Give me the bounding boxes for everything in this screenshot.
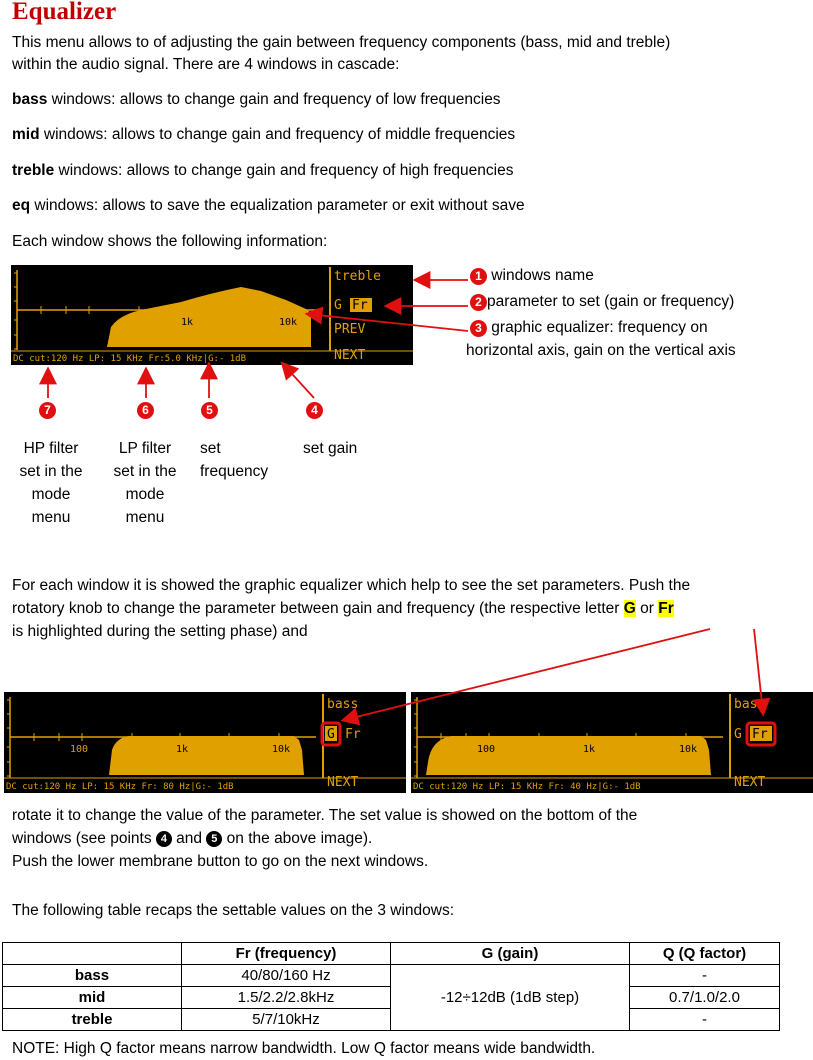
menu-bass: bass bbox=[734, 697, 766, 712]
menu-bass: bass bbox=[327, 697, 359, 712]
status-line: DC cut:120 Hz LP: 15 KHz Fr: 40 Hz|G:- 1dB bbox=[413, 782, 641, 792]
callout-2: 2 parameter to set (gain or frequency) bbox=[470, 293, 734, 311]
tick-10k: 10k bbox=[272, 744, 291, 755]
arrow-g bbox=[344, 629, 710, 720]
window-desc-mid: mid windows: allows to change gain and frequency of middle frequencies bbox=[12, 126, 516, 143]
cell-fr: 40/80/160 Hz bbox=[182, 965, 391, 987]
cell-fr: 1.5/2.2/2.8kHz bbox=[182, 987, 391, 1009]
window-desc-eq: eq windows: allows to save the equalization parameter or exit without save bbox=[12, 197, 525, 214]
status-line: DC cut:120 Hz LP: 15 KHz Fr: 80 Hz|G:- 1dB bbox=[6, 782, 234, 792]
menu-g: G bbox=[734, 727, 742, 742]
tick-1k: 1k bbox=[176, 744, 189, 755]
arrow-fr bbox=[754, 629, 763, 713]
push-line-3: is highlighted during the setting phase) and bbox=[12, 623, 308, 640]
row-name: mid bbox=[3, 987, 182, 1009]
col-header-fr: Fr (frequency) bbox=[182, 943, 391, 965]
cell-q: - bbox=[630, 1009, 780, 1031]
each-window-text: Each window shows the following information: bbox=[12, 233, 328, 250]
page-title: Equalizer bbox=[12, 0, 117, 25]
push-line-2: rotatory knob to change the parameter between gain and frequency (the respective letter G or Fr bbox=[12, 600, 674, 617]
recap-table bbox=[2, 942, 780, 1031]
table-intro: The following table recaps the settable values on the 3 windows: bbox=[12, 902, 455, 919]
rotate-line-3: Push the lower membrane button to go on the next windows. bbox=[12, 853, 429, 870]
menu-next: NEXT bbox=[327, 775, 359, 790]
col-header-g: G (gain) bbox=[391, 943, 630, 965]
tick-10k: 10k bbox=[679, 744, 698, 755]
cell-fr: 5/7/10kHz bbox=[182, 1009, 391, 1031]
callout-3: 3 graphic equalizer: frequency on bbox=[470, 319, 708, 337]
tick-10k: 10k bbox=[279, 317, 298, 328]
cell-q: 0.7/1.0/2.0 bbox=[630, 987, 780, 1009]
callout-1: 1 windows name bbox=[470, 267, 594, 285]
callout-3-line2: horizontal axis, gain on the vertical axis bbox=[466, 342, 736, 359]
cell-gain: -12÷12dB (1dB step) bbox=[391, 965, 630, 1031]
label-set-gain: set gain bbox=[303, 440, 358, 457]
marker-7: 7 bbox=[39, 401, 56, 419]
menu-prev: PREV bbox=[334, 322, 366, 337]
arrow-4 bbox=[283, 364, 314, 398]
label-hp-filter: HP filter set in the mode menu bbox=[19, 440, 83, 526]
rotate-line-2: windows (see points 4 and 5 on the above image). bbox=[12, 830, 373, 847]
table-row bbox=[3, 965, 780, 987]
push-line-1: For each window it is showed the graphic equalizer which help to see the set parameters. Push the bbox=[12, 577, 691, 594]
row-name: treble bbox=[3, 1009, 182, 1031]
menu-treble: treble bbox=[334, 269, 381, 284]
window-desc-bass: bass windows: allows to change gain and frequency of low frequencies bbox=[12, 91, 501, 108]
tick-100: 100 bbox=[477, 744, 496, 755]
status-line: DC cut:120 Hz LP: 15 KHz Fr:5.0 KHz|G:- 1dB bbox=[13, 354, 246, 364]
label-set-frequency: set frequency bbox=[200, 440, 269, 480]
tick-1k: 1k bbox=[181, 317, 194, 328]
rotate-line-1: rotate it to change the value of the parameter. The set value is showed on the bottom of the bbox=[12, 807, 638, 824]
cell-q: - bbox=[630, 965, 780, 987]
menu-fr: Fr bbox=[345, 727, 361, 742]
intro-line-1: This menu allows to of adjusting the gain between frequency components (bass, mid and treble) bbox=[12, 34, 671, 51]
col-header-empty bbox=[3, 943, 182, 965]
menu-g: G bbox=[327, 727, 335, 742]
label-lp-filter: LP filter set in the mode menu bbox=[113, 440, 177, 526]
marker-5: 5 bbox=[201, 401, 218, 419]
menu-fr: Fr bbox=[752, 727, 768, 742]
row-name: bass bbox=[3, 965, 182, 987]
menu-next: NEXT bbox=[734, 775, 766, 790]
note-text: NOTE: High Q factor means narrow bandwidth. Low Q factor means wide bandwidth. bbox=[12, 1040, 596, 1057]
table-header-row bbox=[3, 943, 780, 965]
arrow-3 bbox=[308, 314, 468, 331]
col-header-q: Q (Q factor) bbox=[630, 943, 780, 965]
menu-next: NEXT bbox=[334, 348, 366, 363]
marker-6: 6 bbox=[137, 401, 154, 419]
tick-100: 100 bbox=[89, 317, 108, 328]
tick-1k: 1k bbox=[583, 744, 596, 755]
menu-g: G bbox=[334, 298, 342, 313]
marker-4: 4 bbox=[306, 401, 323, 419]
intro-line-2: within the audio signal. There are 4 windows in cascade: bbox=[12, 56, 400, 73]
window-desc-treble: treble windows: allows to change gain and frequency of high frequencies bbox=[12, 162, 514, 179]
tick-100: 100 bbox=[70, 744, 89, 755]
menu-fr: Fr bbox=[352, 298, 368, 313]
